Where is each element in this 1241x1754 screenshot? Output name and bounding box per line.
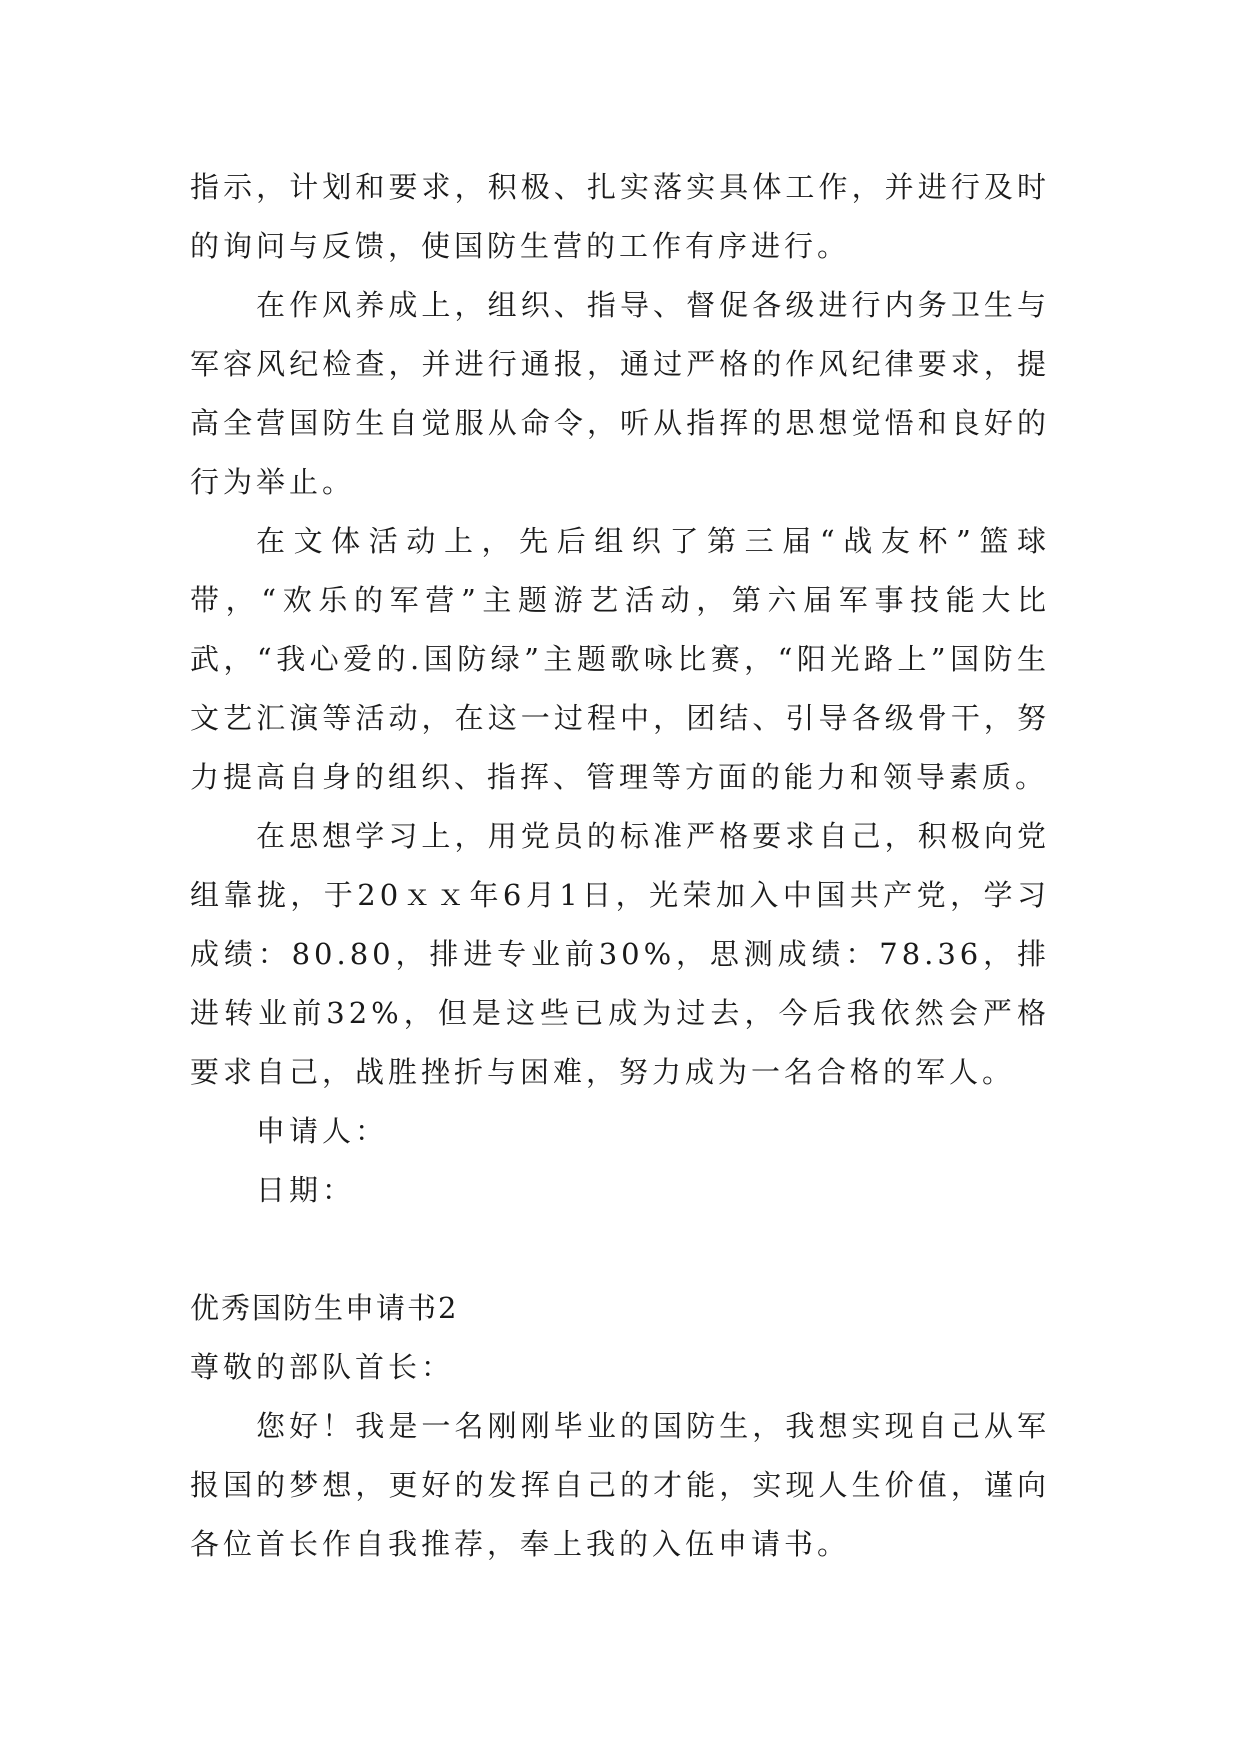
paragraph-style-formation: 在作风养成上，组织、指导、督促各级进行内务卫生与军容风纪检查，并进行通报，通过严格的作风纪律要求，提高全营国防生自觉服从命令，听从指挥的思想觉悟和良好的行为举止。 — [190, 288, 1050, 499]
document-body — [190, 158, 1050, 1574]
section-title: 优秀国防生申请书2 — [190, 1291, 459, 1325]
paragraph-cultural-activities: 在文体活动上，先后组织了第三届“战友杯”篮球带，“欢乐的军营”主题游艺活动，第六届军事技能大比武，“我心爱的.国防绿”主题歌咏比赛，“阳光路上”国防生文艺汇演等活动，在这一过程中，团结、引导各级骨干，努力提高自身的组织、指挥、管理等方面的能力和领导素质。 — [190, 524, 1050, 794]
section-spacer — [190, 1220, 1050, 1279]
applicant-label: 申请人： — [256, 1114, 389, 1148]
paragraph-continuation: 指示，计划和要求，积极、扎实落实具体工作，并进行及时的询问与反馈，使国防生营的工作有序进行。 — [190, 170, 1050, 263]
salutation: 尊敬的部队首长： — [190, 1350, 455, 1384]
date-label: 日期： — [256, 1173, 356, 1207]
paragraph-self-introduction: 您好！我是一名刚刚毕业的国防生，我想实现自己从军报国的梦想，更好的发挥自己的才能，实现人生价值，谨向各位首长作自我推荐，奉上我的入伍申请书。 — [190, 1409, 1050, 1561]
paragraph-ideological-study: 在思想学习上，用党员的标准严格要求自己，积极向党组靠拢，于20ｘｘ年6月1日，光荣加入中国共产党，学习成绩：80.80，排进专业前30%，思测成绩：78.36，排进转业前32%，但是这些已成为过去，今后我依然会严格要求自己，战胜挫折与困难，努力成为一名合格的军人。 — [190, 819, 1050, 1089]
